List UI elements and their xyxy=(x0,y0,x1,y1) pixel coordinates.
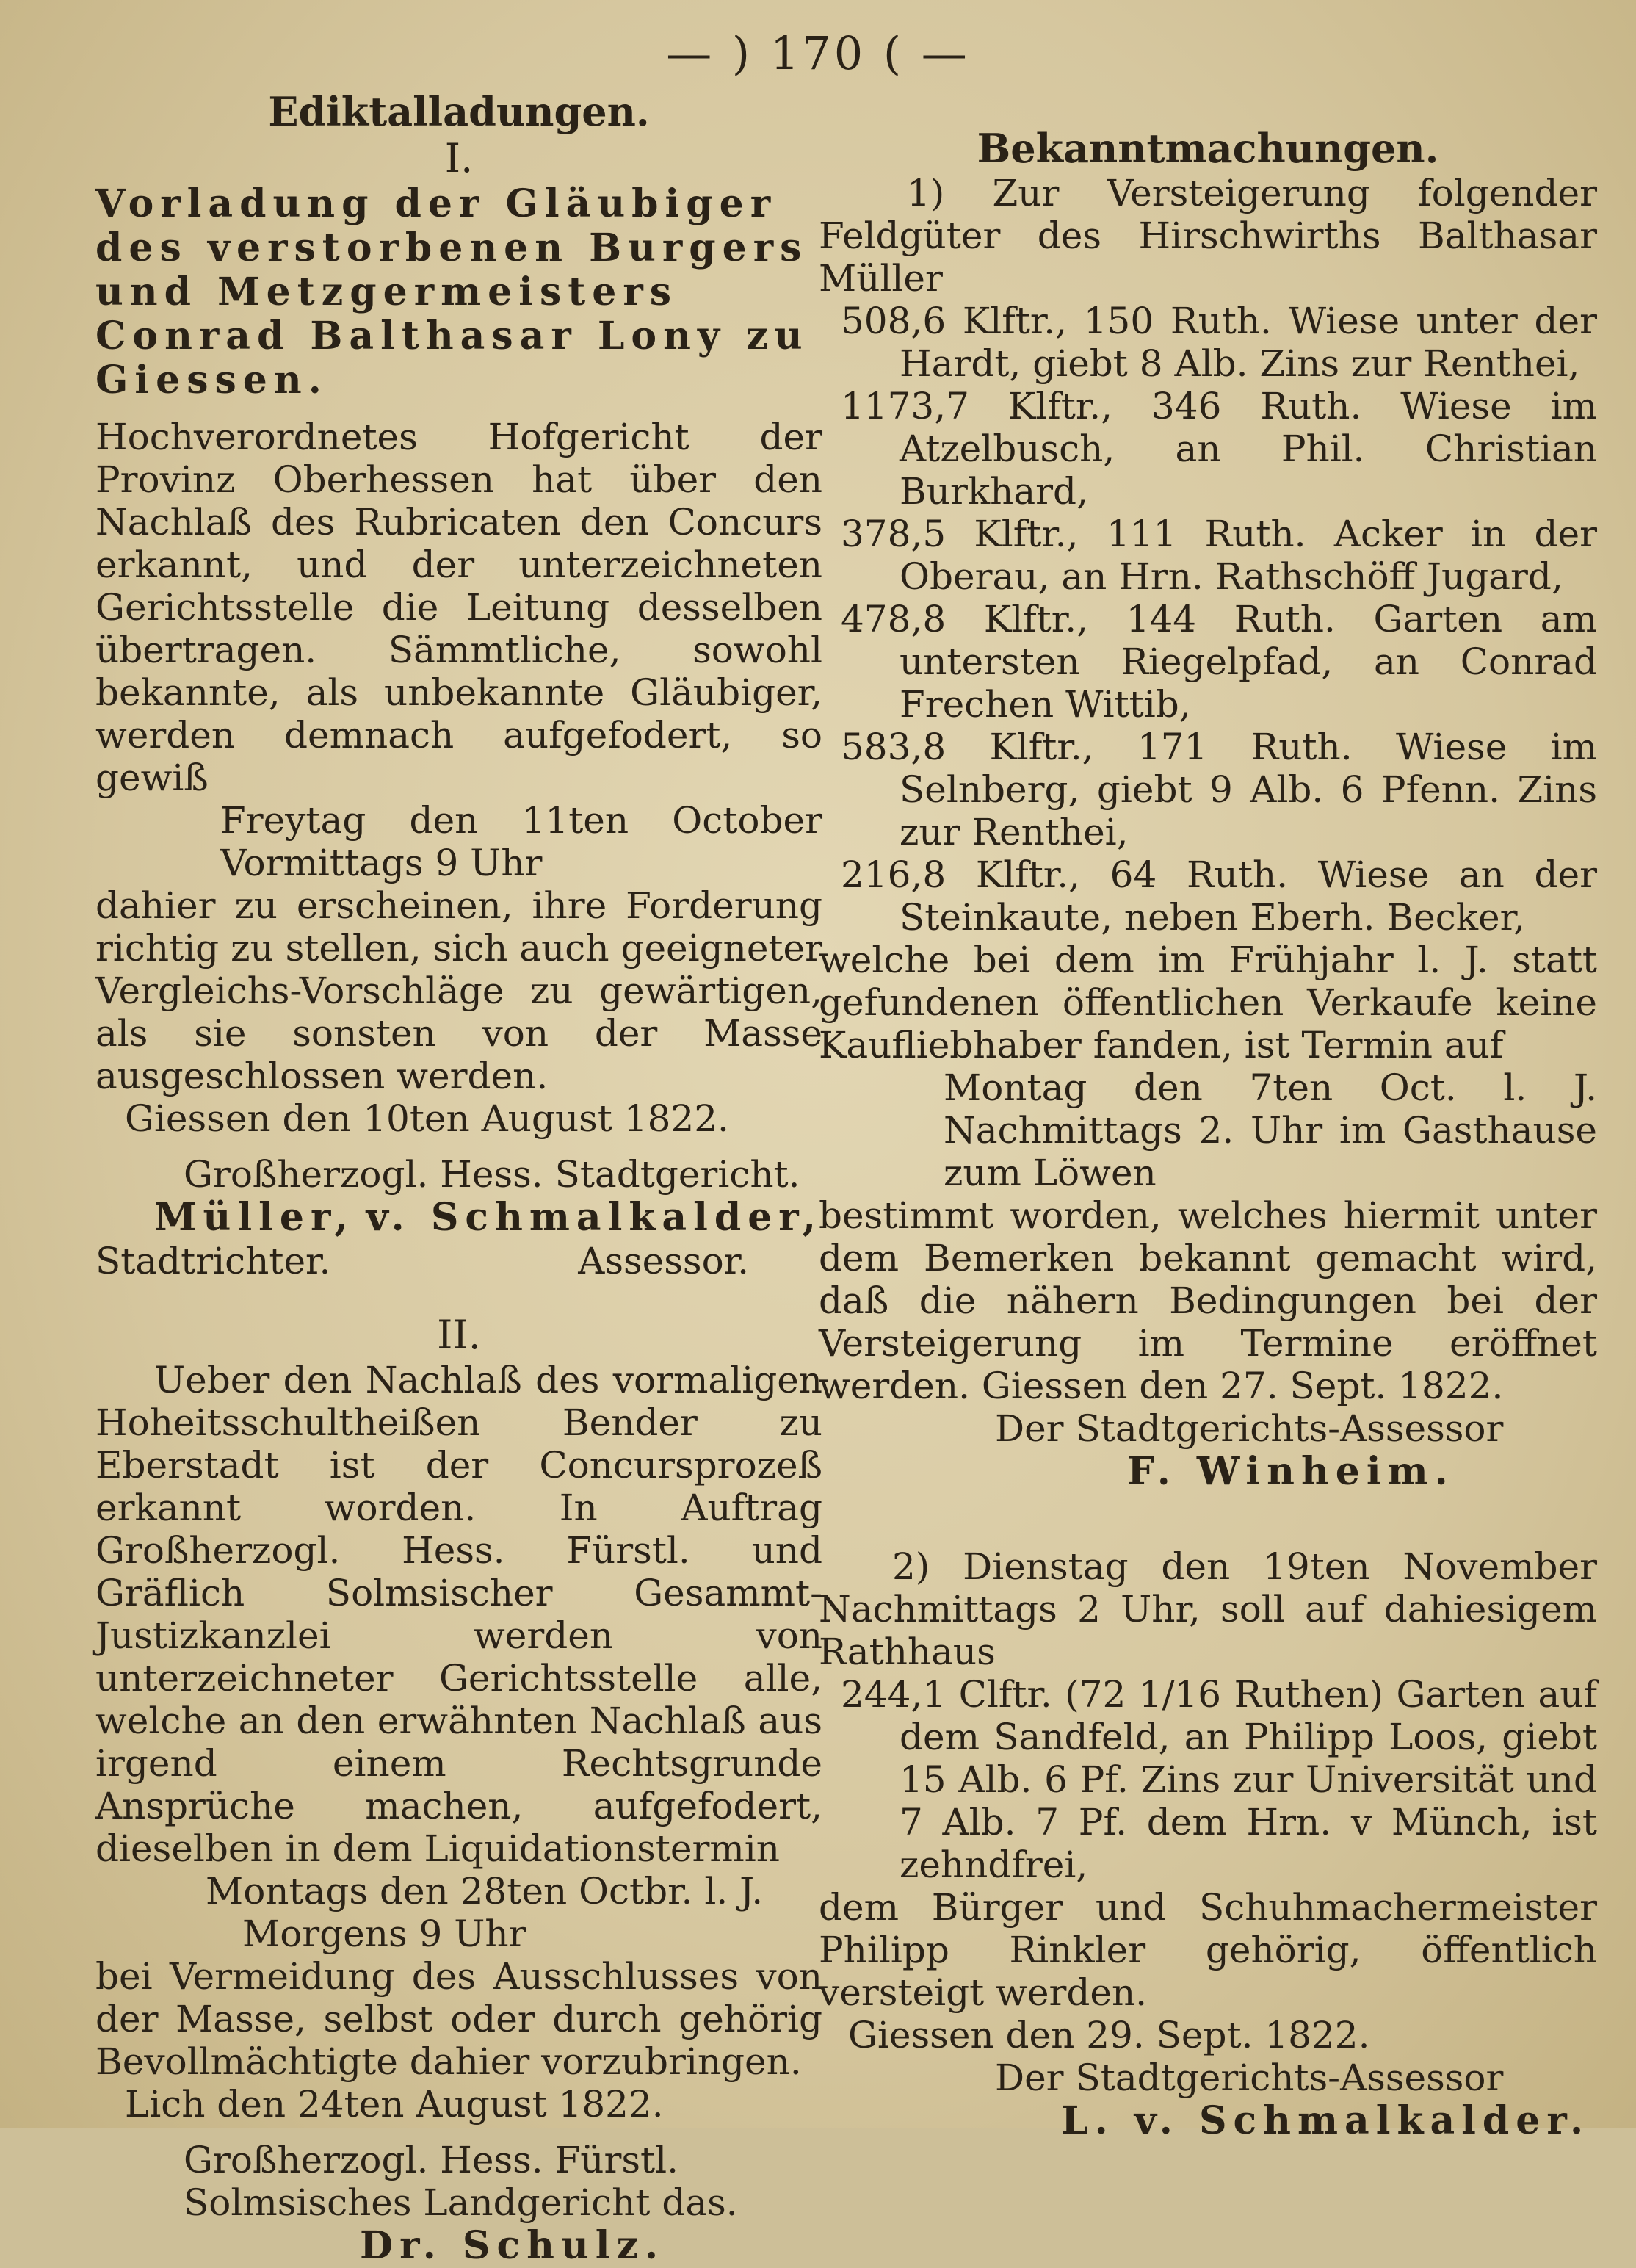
property-item: 508,6 Klftr., 150 Ruth. Wiese unter der Hardt, giebt 8 Alb. Zins zur Renthei, xyxy=(841,300,1597,385)
signature-name-winheim: F. Winheim. xyxy=(1127,1449,1455,1494)
notice-body-continued: dahier zu erscheinen, ihre Forderung richtig zu stellen, sich auch geeigneter Vergleichs-Vorschläge zu gewärtigen, als sie sonsten von der Masse ausgeschlossen werden. xyxy=(95,884,822,1097)
section-title-ediktalladungen: Ediktalladungen. xyxy=(268,88,650,135)
notice-date-line: Freytag den 11ten October Vormittags 9 Uhr xyxy=(220,799,822,884)
announcement-date-line: Montag den 7ten Oct. l. J. Nachmittags 2. Uhr im Gasthause zum Löwen xyxy=(944,1066,1597,1194)
signature-name-schulz: Dr. Schulz. xyxy=(360,2223,665,2268)
signature-row-names xyxy=(95,1196,822,1240)
signature-title-assessor: Assessor. xyxy=(578,1240,749,1282)
announcement-place-date: Giessen den 29. Sept. 1822. xyxy=(848,2014,1370,2056)
notice-body-continued: bei Vermeidung des Ausschlusses von der Masse, selbst oder durch gehörig Bevollmächtigte dahier vorzubringen. xyxy=(95,1955,822,2083)
property-item: 1173,7 Klftr., 346 Ruth. Wiese im Atzelbusch, an Phil. Christian Burkhard, xyxy=(841,385,1597,513)
signature-title: Der Stadtgerichts-Assessor xyxy=(995,1407,1504,1450)
signature-title-stadtrichter: Stadtrichter. xyxy=(95,1240,331,1282)
property-item: 378,5 Klftr., 111 Ruth. Acker in der Oberau, an Hrn. Rathschöff Jugard, xyxy=(841,513,1597,598)
signature-name-schmalkalder: v. Schmalkalder, xyxy=(366,1195,822,1240)
notice-date-line: Montags den 28ten Octbr. l. J. xyxy=(206,1870,764,1913)
announcement-body: welche bei dem im Frühjahr l. J. statt gefundenen öffentlichen Verkaufe keine Kaufliebhaber fanden, ist Termin auf xyxy=(819,939,1597,1066)
notice-place-date: Giessen den 10ten August 1822. xyxy=(125,1097,729,1140)
left-column xyxy=(95,88,822,2268)
signature-name-mueller: Müller, xyxy=(154,1195,355,1240)
signature-row-titles xyxy=(95,1240,822,1282)
right-column xyxy=(819,88,1597,2143)
property-list xyxy=(819,300,1597,939)
announcement-body-continued: bestimmt worden, welches hiermit unter dem Bemerken bekannt gemacht wird, daß die nähern Bedingungen bei der Versteigerung im Termine eröffnet werden. Giessen den 27. Sept. 1822. xyxy=(819,1194,1597,1407)
signature-name-schmalkalder: L. v. Schmalkalder. xyxy=(1061,2098,1590,2143)
property-item: 583,8 Klftr., 171 Ruth. Wiese im Selnberg, giebt 9 Alb. 6 Pfenn. Zins zur Renthei, xyxy=(841,726,1597,853)
notice-body: Ueber den Nachlaß des vormaligen Hoheitsschultheißen Bender zu Eberstadt ist der Concursprozeß erkannt worden. In Auftrag Großherzogl. Hess. Fürstl. und Gräflich Solmsischer Gesammt-Justizkanzlei werden von unterzeichneter Gerichtsstelle alle, welche an den erwähnten Nachlaß aus irgend einem Rechtsgrunde Ansprüche machen, aufgefodert, dieselben in dem Liquidationstermin xyxy=(95,1359,822,1870)
signature-title: Der Stadtgerichts-Assessor xyxy=(995,2056,1504,2099)
court-name: Großherzogl. Hess. Stadtgericht. xyxy=(184,1153,800,1196)
property-item: 244,1 Clftr. (72 1/16 Ruthen) Garten auf dem Sandfeld, an Philipp Loos, giebt 15 Alb. 6 Pf. Zins zur Universität und 7 Alb. 7 Pf. dem Hrn. v Münch, ist zehndfrei, xyxy=(841,1673,1597,1886)
notice-place-date: Lich den 24ten August 1822. xyxy=(125,2083,664,2126)
notice-time-line: Morgens 9 Uhr xyxy=(242,1913,526,1955)
notice-heading: Vorladung der Gläubiger des verstorbenen Burgers und Metzgermeisters Conrad Balthasar Lony zu Giessen. xyxy=(95,181,809,402)
notice-body: Hochverordnetes Hofgericht der Provinz Oberhessen hat über den Nachlaß des Rubricaten den Concurs erkannt, und der unterzeichneten Gerichtsstelle die Leitung desselben übertragen. Sämmtliche, sowohl bekannte, als unbekannte Gläubiger, werden demnach aufgefodert, so gewiß xyxy=(95,416,822,799)
section-title-bekanntmachungen: Bekanntmachungen. xyxy=(977,125,1439,172)
property-item: 216,8 Klftr., 64 Ruth. Wiese an der Steinkaute, neben Eberh. Becker, xyxy=(841,853,1597,939)
notice-number-ii: II. xyxy=(437,1312,481,1358)
announcement-body: dem Bürger und Schuhmachermeister Philipp Rinkler gehörig, öffentlich versteigt werden. xyxy=(819,1886,1597,2014)
property-item: 478,8 Klftr., 144 Ruth. Garten am untersten Riegelpfad, an Conrad Frechen Wittib, xyxy=(841,598,1597,726)
announcement-intro: 2) Dienstag den 19ten November Nachmittags 2 Uhr, soll auf dahiesigem Rathhaus xyxy=(819,1545,1597,1673)
notice-number-i: I. xyxy=(444,135,474,181)
court-name: Großherzogl. Hess. Fürstl. Solmsisches Landgericht das. xyxy=(184,2139,738,2224)
page-number: — ) 170 ( — xyxy=(666,26,970,80)
announcement-intro: 1) Zur Versteigerung folgender Feldgüter des Hirschwirths Balthasar Müller xyxy=(819,172,1597,300)
